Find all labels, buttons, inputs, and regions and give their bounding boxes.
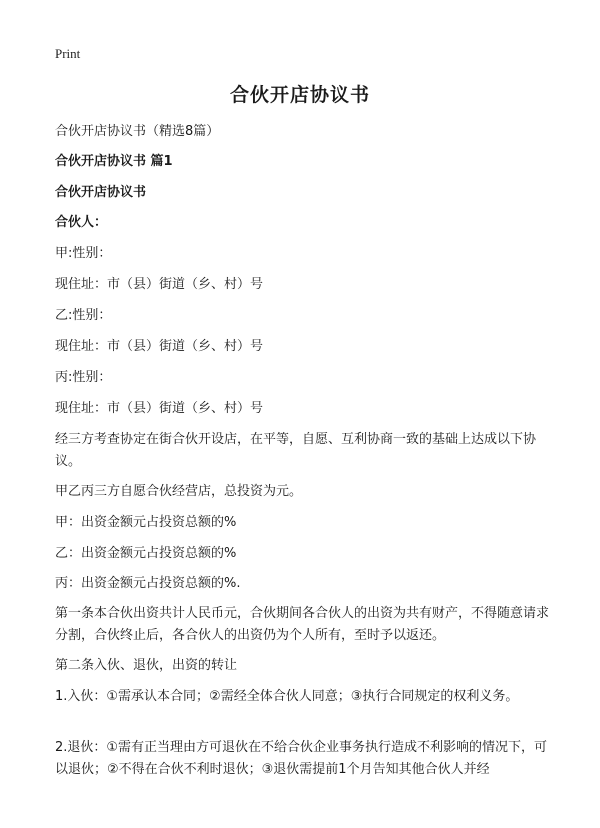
total-investment: 甲乙丙三方自愿合伙经营店，总投资为元。 — [55, 484, 303, 499]
section-subheading: 合伙开店协议书 — [55, 185, 147, 200]
article-two-heading: 第二条入伙、退伙，出资的转让 — [55, 658, 238, 673]
article-one: 第一条本合伙出资共计人民币元，合伙期间各合伙人的出资为共有财产，不得随意请求分割，合伙终止后，各合伙人的出资仍为个人所有，至时予以返还。 — [55, 606, 550, 643]
partner-a-address: 现住址：市（县）街道（乡、村）号 — [55, 277, 264, 292]
clause-join: 1.入伙：①需承认本合同；②需经全体合伙人同意；③执行合同规定的权利义务。 — [55, 689, 519, 704]
partner-b-share: 乙：出资金额元占投资总额的% — [55, 546, 237, 561]
partner-c-address: 现住址：市（县）街道（乡、村）号 — [55, 401, 264, 416]
section-heading: 合伙开店协议书 篇1 — [55, 154, 173, 169]
print-link[interactable]: Print — [55, 46, 81, 61]
partner-b-gender: 乙:性别： — [55, 308, 112, 323]
partner-a-share: 甲：出资金额元占投资总额的% — [55, 515, 237, 530]
partner-c-share: 丙：出资金额元占投资总额的%. — [55, 576, 241, 591]
partner-a-gender: 甲:性别： — [55, 246, 112, 261]
partner-c-gender: 丙:性别： — [55, 370, 112, 385]
document-subtitle: 合伙开店协议书（精选8篇） — [55, 124, 220, 139]
clause-withdraw: 2.退伙：①需有正当理由方可退伙在不给合伙企业事务执行造成不利影响的情况下，可以退伙；②不得在合伙不利时退伙；③退伙需提前1个月告知其他合伙人并经 — [55, 740, 548, 777]
agreement-intro: 经三方考查协定在街合伙开设店，在平等，自愿、互利协商一致的基础上达成以下协议。 — [55, 432, 537, 469]
partner-b-address: 现住址：市（县）街道（乡、村）号 — [55, 339, 264, 354]
partners-label: 合伙人： — [55, 215, 108, 230]
document-title: 合伙开店协议书 — [229, 84, 370, 106]
